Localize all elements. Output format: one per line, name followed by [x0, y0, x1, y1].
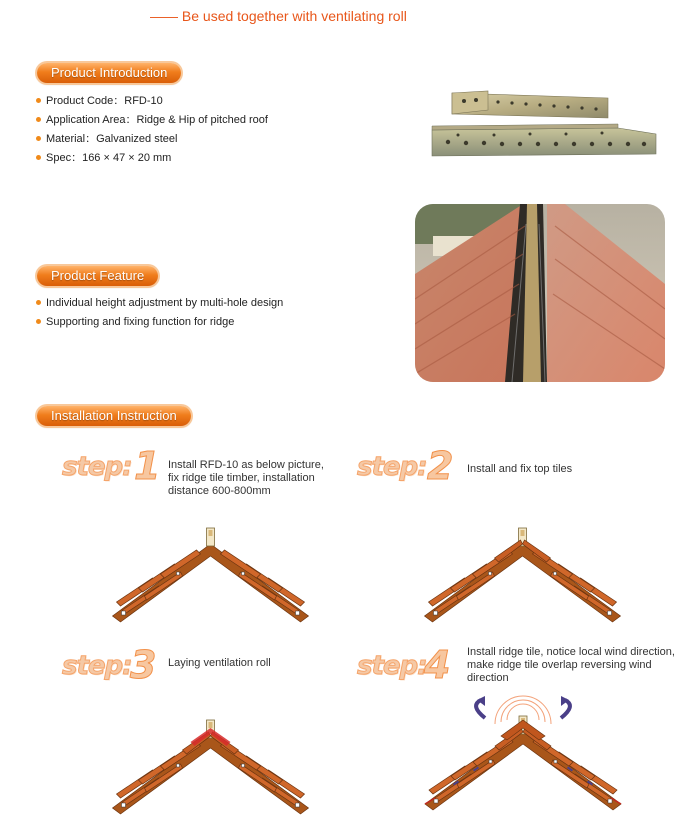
step-3-number: 3: [130, 643, 157, 687]
step-1-number: 1: [134, 444, 161, 488]
step-4-text: Install ridge tile, notice local wind direction, make ridge tile overlap reversing wind direction: [467, 646, 675, 684]
product-feature-list: [36, 294, 283, 332]
step-1-label: step:: [62, 452, 132, 482]
list-item: Spec：166 × 47 × 20 mm: [36, 149, 268, 168]
bullet-icon: [36, 98, 41, 103]
product-feature-heading: Product Feature: [37, 266, 158, 286]
product-introduction-heading: Product Introduction: [37, 63, 181, 83]
installation-instruction-heading: Installation Instruction: [37, 406, 191, 426]
bullet-icon: [36, 300, 41, 305]
roof-installation-photo: [415, 204, 665, 382]
product-bracket-image: [428, 88, 668, 160]
list-item: Supporting and fixing function for ridge: [36, 313, 283, 332]
bullet-icon: [36, 319, 41, 324]
bullet-icon: [36, 117, 41, 122]
list-item: Material：Galvanized steel: [36, 130, 268, 149]
page-tagline: —— Be used together with ventilating roll: [150, 8, 407, 24]
step-4-number: 4: [424, 643, 451, 687]
step-2-text: Install and fix top tiles: [467, 463, 573, 475]
list-item: Individual height adjustment by multi-hole design: [36, 294, 283, 313]
list-item: Application Area：Ridge & Hip of pitched roof: [36, 111, 268, 130]
bullet-icon: [36, 136, 41, 141]
step-4-label: step:: [357, 651, 427, 681]
step-2-number: 2: [427, 444, 454, 488]
step-2-roof-diagram: [420, 518, 625, 628]
step-3-label: step:: [62, 651, 132, 681]
step-1-text: Install RFD-10 as below picture, fix ridge tile timber, installation distance 600-800mm: [168, 459, 324, 497]
list-item: Product Code：RFD-10: [36, 92, 268, 111]
bullet-icon: [36, 155, 41, 160]
step-2-label: step:: [357, 452, 427, 482]
step-3-text: Laying ventilation roll: [168, 657, 271, 669]
product-introduction-list: [36, 92, 268, 168]
step-1-roof-diagram: [108, 518, 313, 628]
step-3-roof-diagram: [108, 710, 313, 820]
step-4-roof-diagram: [418, 700, 628, 810]
